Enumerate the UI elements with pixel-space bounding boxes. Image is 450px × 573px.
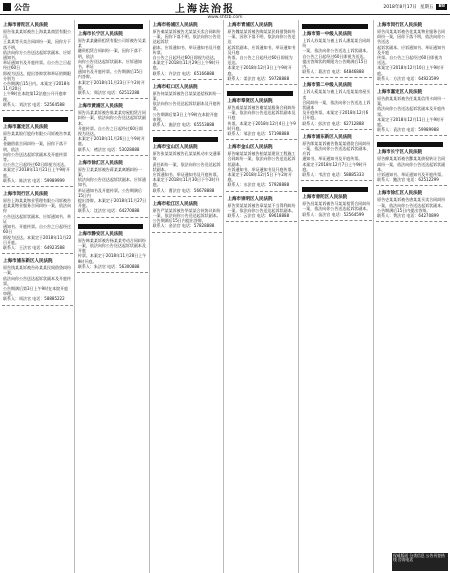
notice-line: 公告期满后第3日上午9时在本院开庭审理。 [152,111,218,122]
notice-line: 原告张某某诉被告孔某某机动车交通事故 [152,151,221,162]
notice-line: 上诉人苏某某与被上诉人潘某某合同纠纷 [302,38,371,49]
notice-line: 纠纷一案，因你下落不明，依法向你公告送达 [377,34,446,45]
notice-line: 联系人：邹法官 电话：57198888 [227,131,290,137]
notice-line: 原告何某某诉被告吕某某追偿权纠纷一案， [152,90,221,102]
notice-line: 本案定于2018年12月10日上午9时开庭。 [377,65,445,76]
notice-title: 上海市长宁区人民法院 [377,150,423,156]
notice-line: 联系人：施法官 电话：65553888 [152,122,215,128]
notice-line: 公告期满后15日内提出答辩。 [377,207,431,213]
issue-date: 2018年8月17日 [383,5,417,10]
notice-line: 联系人：金法官 电话：57828888 [152,223,215,229]
page-header [0,0,450,15]
notice-title: 上海市黄浦区人民法院 [77,104,123,110]
notice-line: 联系人：许法官 电话：65166888 [152,70,215,76]
notice-line: 自公告之日起经过60日即视为送达。 [3,162,69,168]
notice-title: 上海市长宁区人民法院 [77,32,123,37]
notice-line: 依法向你公告送达起诉状副本及开庭传票。 [152,101,221,112]
notice-line: 原告俞某某诉被告任某某信用卡纠纷一案， [377,96,446,107]
notice-line: 依法向你公告送达起诉状副本及开庭传票。 [3,275,71,286]
notice-column [376,20,448,573]
black-bar [3,117,68,122]
notice-line: 传票。本案定于2018年12月4日上午9时开庭。 [227,120,296,131]
notice-line: 合同纠纷一案，依法向你公告送达上诉状副本 [302,99,371,111]
notice-line: 一案，因你下落不明，依法向你公告送达起诉状 [152,34,221,45]
notice-line: 联系人：郑法官 电话：62512288 [77,90,140,96]
notice-line: 通知书及开庭传票。公告期满后15日内答辩。 [77,69,143,80]
advertisement-box: 权威版面 分类信息 公告刊登热线 咨询电话 [392,553,448,571]
notice-line: 联系人：韦法官 电话：58885333 [302,172,364,178]
notice-line: 本案定于2018年11月29日上午9时开庭。 [152,60,220,71]
notice-line: 纠纷一案，依法向你公告送达起诉状副本、 [377,161,446,172]
notice-line: 向你公告送达起诉状副本及开庭传票等。 [3,151,67,163]
notice-line: 依法向你公告送达起诉状副本、应诉通知书、 [77,177,146,188]
notice-line: 原告某某融资租赁有限公司诉被告吴某某 [77,38,146,49]
notice-line: 赵某某物业服务合同纠纷一案，依法向你 [3,203,71,214]
notice-title: 上海市嘉定区人民法院 [3,125,48,131]
court-notice [301,132,372,181]
notice-line: 原告冯某某诉被告陈某某房屋租赁合同 [77,110,146,116]
notice-column [77,20,150,573]
notice-line: 本案定于2018年11月30日下午2时开庭。 [152,177,220,188]
notice-line: 本案定于2018年11月23日下午2时开庭。 [77,79,145,90]
notice-line: 应诉通知书、举证通知书及开庭传票。 [152,172,221,178]
notice-line: 联系人：褚法官 电话：53028888 [77,146,140,152]
notice-title: 上海市崇明区人民法院 [227,196,273,202]
court-notice [301,80,372,129]
notice-line: 原告张某某诉被告上海某某商贸有限公司、 [3,29,71,40]
court-notice [301,183,372,221]
court-notice [152,133,223,197]
notice-line: 联系人：水法官 电话：57928888 [227,182,290,188]
notice-line: 融资租赁合同纠纷一案，因你下落不明，依法 [77,48,142,59]
notice-line: 合同纠纷一案，依法向你公告送达起诉状副本、 [227,156,296,167]
notice-line: 联系人：曹法官 电话：56678888 [152,187,215,193]
notice-line: 联系人：葛法官 电话：64846888 [302,69,364,75]
black-bar [78,24,143,29]
notice-column [226,20,299,573]
notice-line: 原告韩某某诉被告杨某某劳动合同纠纷 [77,237,146,243]
court-notice [152,20,223,80]
issue-weekday: 星期五 [419,5,434,10]
notice-line: 责任纠纷一案，依法向你公告送达起诉状副本、 [152,161,221,172]
notice-line: 本案定于2018年12月3日上午9时开庭。 [227,65,292,76]
notice-title: 上海市浦东新区人民法院 [302,134,352,140]
notice-line: 纠纷一案，依法向你公告送达起诉状副本、 [77,115,146,126]
notice-line: 联系人：云法官 电话：69618888 [227,213,290,219]
notice-title: 上海市普陀区人民法院 [302,195,348,201]
court-notice [2,113,73,187]
section-square-icon [3,3,11,11]
section-label [0,2,123,13]
court-notice [301,20,372,78]
notice-line: 原告昌某某诉被告马某某租赁合同纠纷 [302,201,371,207]
notice-line: 原告郎某某诉被告鲁某某借款合同纠纷 [302,140,371,146]
court-notice [226,194,297,223]
notice-line: 联系人：鲍法官 电话：62512299 [377,177,439,183]
notice-line: 原告卫某某诉被告蒋某某离婚纠纷一案， [77,166,142,178]
notice-title: 上海市奉贤区人民法院 [227,99,273,105]
notice-line: 一案，因你下落不明，依法向你公告送达 [227,34,296,45]
notice-line: 应诉通知书、举证通知书及开庭传票。 [377,172,446,178]
court-notice [2,20,73,111]
notice-line: 联系人：苗法官 电话：52564599 [302,211,364,217]
notice-line: 应诉通知书、举证通知书及开庭传票。 [227,166,296,172]
black-bar [227,91,292,96]
notice-line: 本案定于2018年11月21日上午9时开庭。 [3,167,70,178]
notice-line: 本案定于2018年12月5日下午2时开庭。 [227,172,292,183]
notice-line: 联系人：方法官 电话：64923599 [377,75,439,81]
notice-line: 起诉状副本、应诉通知书、举证通知书及开庭 [227,44,296,55]
court-notice [2,256,73,305]
notice-title: 上海市徐汇区人民法院 [77,160,123,166]
notice-line: 联系人：陈法官 电话：59989999 [3,177,65,183]
page-number: B8 [438,4,445,9]
notice-line: 一案，依法向你公告送达起诉状副本。 [377,202,446,208]
notice-line: 原告凤某某诉被告花某某物业服务合同 [377,29,446,34]
notice-line: 传票。本案定于2018年11月28日上午9时开庭。 [77,253,147,264]
notice-line: 原告喻某某诉被告柏某某建设工程施工 [227,151,296,157]
notice-line: 联系人：刘法官 电话：52564588 [3,101,65,107]
section-name: 公告 [14,2,30,12]
notice-line: 上午9时在本院第12法庭公开开庭审理。 [3,91,67,102]
court-notice [376,188,447,222]
notice-line: 联系人：王法官 电话：64923588 [3,244,65,250]
notice-line: 王某某等买卖合同纠纷一案，因你方下落不明， [3,39,71,50]
notice-title: 上海市浦东新区人民法院 [3,259,53,265]
notice-line: 原告钱某某诉被告孙某某民间借贷纠纷一案， [3,265,71,276]
notice-line: 一案，依法向你公告送达起诉状副本及开庭 [77,242,146,254]
notice-line: 联系人：朱法官 电话：56300888 [77,263,140,269]
notice-line: 公告期满后15日内提出答辩。 [152,218,206,224]
notice-line: 通知书、开庭传票。自公告之日起经过60日 [3,224,71,235]
court-notice [226,142,297,191]
notice-line: 本案定于2018年11月26日上午9时开庭。 [77,136,145,147]
notice-line: 联系人：费法官 电话：64270899 [377,213,439,219]
notice-line: 一案，依法向你公告送达起诉状副本、应诉 [302,146,371,157]
notice-line: 传票。自公告之日起经过60日即视为送达。 [227,55,293,66]
court-notice [376,20,447,85]
court-notice [77,158,148,218]
notice-line: 一案，依法向你公告送达起诉状副本及开庭 [227,110,296,121]
black-bar [78,224,143,229]
notice-line: 联系人：沈法官 电话：64270888 [77,208,140,214]
notice-title: 上海市嘉定区人民法院 [377,90,423,96]
notice-line: 一案，依法向你公告送达起诉状副本。 [227,207,296,213]
notice-title: 上海市杨浦区人民法院 [152,23,198,28]
black-bar [377,142,442,147]
notice-title: 上海市普陀区人民法院 [3,23,48,28]
court-notice [376,87,447,136]
notice-title: 上海市金山区人民法院 [227,145,273,151]
notice-line: 开庭传票。自公告之日起经过60日即视为送达。 [77,125,143,137]
notice-line: 自公告之日起经过60日即视为送达。 [302,53,368,59]
notice-line: 举证通知书及开庭传票。公告期满后15日内 [77,187,142,198]
notice-line: 提出答辩。本案定于2018年11月27日开庭。 [77,198,147,209]
notice-line: 依法向你方公告送达起诉状副本、应诉通知书、 [3,49,71,61]
notice-line: 一案，依法向你公告送达起诉状副本。 [152,213,221,219]
notice-line: 一案，依法向你公告送达起诉状副本。 [302,206,371,212]
notice-title: 上海市青浦区人民法院 [227,23,273,28]
court-notice [2,189,73,254]
notice-line: 一案，依法向你公告送达上诉状副本。 [302,48,371,54]
notice-column [152,20,225,573]
notice-title: 上海市宝山区人民法院 [152,145,198,151]
court-notice [226,87,297,140]
notice-line: 即视为送达。本案定于2018年11月22日开庭。 [3,234,72,245]
website-url: www.shfzb.com [207,15,243,20]
notice-title: 上海市松江区人民法院 [152,201,198,207]
notice-title: 上海市闵行区人民法院 [377,23,423,28]
notice-title: 上海市第二中级人民法院 [302,83,352,89]
notice-line: 起诉状副本、应诉通知书、举证通知书及开庭 [377,44,446,55]
notice-line: 原告柳某某诉被告酆某某债权转让合同 [377,156,446,162]
notice-line: 原告魏某某诉被告陶某某民间借贷纠纷 [227,29,296,34]
notice-line: 原告严某某诉被告华某某合伙协议纠纷 [152,207,221,213]
notice-line: 通知书、举证通知书及开庭传票。 [302,156,363,162]
newspaper-masthead: 上海法治报 [175,3,235,15]
notice-line: 传票。自公告之日起经过60日即视为送达。 [377,55,443,66]
date-line [287,4,450,10]
notice-line: 原告上海某某物业管理有限公司诉被告 [3,198,71,204]
notice-line: 金融借款合同纠纷一案，因你下落不明，依法 [3,141,67,152]
notice-line: 原告秦某某诉被告尤某某买卖合同纠纷 [152,29,221,34]
notice-line: 依法向你公告送达起诉状副本及开庭传票。 [377,106,446,117]
black-bar [153,137,218,142]
notice-line: 原告史某某诉被告唐某某买卖合同纠纷 [377,197,446,203]
notice-line: 联系人：彭法官 电话：62712888 [302,120,364,126]
notice-line: 公告期满后15日内。本案定于2018年11月20日 [3,81,71,92]
notice-line: 举证通知书及开庭传票。自公告之日起经过60日 [3,60,71,71]
notice-line: 原告戚某某诉被告谢某某服务合同纠纷 [227,105,296,111]
notice-column [301,20,374,573]
court-notice [226,20,297,85]
notice-title: 上海市第一中级人民法院 [302,32,352,37]
notice-line: 原告某某银行股份有限公司诉被告李某某 [3,131,71,142]
court-notice [77,101,148,156]
notice-columns [2,20,448,573]
notice-line: 本案定于2018年12月7日上午9时开庭。 [302,161,367,172]
notice-title: 上海市闵行区人民法院 [3,192,48,198]
court-notice [376,138,447,186]
notice-line: 联系人：袁法官 电话：59989988 [377,127,439,133]
notice-line: 向你公告送达起诉状副本、应诉通知书、举证 [77,58,142,70]
black-bar [302,24,367,29]
notice-line: 公告期满后第3日上午9时在本院开庭审理。 [3,285,69,297]
notice-line: 上诉人奚某某与被上诉人范某某房屋买卖 [302,89,371,100]
court-notice [152,82,223,131]
notice-line: 原告窦某某诉被告章某某不当得利纠纷 [227,202,296,208]
court-notice [152,199,223,233]
notice-line: 联系人：周法官 电话：58885222 [3,296,65,302]
court-notice [77,220,148,273]
notice-line: 即视为送达。提出答辩状和举证的期限分别为 [3,70,71,81]
notice-line: 副本、应诉通知书、举证通知书及开庭传票。 [152,44,221,55]
black-bar [302,187,367,192]
notice-line: 公告送达起诉状副本、应诉通知书、举证 [3,213,71,224]
notice-line: 及开庭传票。本案定于2018年12月6日开庭。 [302,110,369,121]
notice-line: 提出答辩状的期限为公告期满后15日内。 [302,58,368,70]
notice-line: 自公告之日起经过60日即视为送达。 [152,55,218,61]
notice-line: 联系人：姜法官 电话：59728888 [227,75,290,81]
notice-title: 上海市徐汇区人民法院 [377,191,423,197]
notice-title: 上海市虹口区人民法院 [152,84,198,90]
court-notice [77,20,148,99]
notice-line: 本案定于2018年12月11日上午9时开庭。 [377,116,445,128]
notice-title: 上海市静安区人民法院 [77,231,123,237]
notice-column [2,20,75,573]
